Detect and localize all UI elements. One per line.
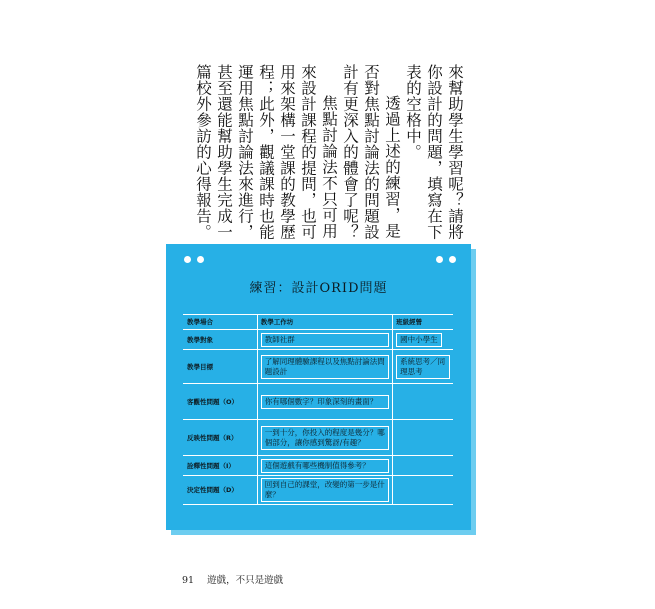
answer-box: 你有哪個數字？印象深刻的畫面？: [261, 395, 389, 409]
row-label: 教學場合: [183, 315, 257, 330]
table-row: [183, 330, 453, 350]
answer-box: 回到自己的課堂，改變的第一步是什麼？: [261, 478, 389, 502]
page-footer: [182, 572, 283, 586]
answer-box: 系統思考／同理思考: [396, 355, 450, 379]
table-row: [183, 384, 453, 420]
row-label: 反映性問題（R）: [183, 420, 257, 456]
paragraph-1: 來幫助學生學習呢？請將你設計的問題，填寫在下表的空格中。: [404, 64, 464, 240]
dot-icon: [184, 256, 191, 263]
answer-box: 了解同理體驗課程以及焦點討論法問題設計: [261, 355, 389, 379]
dot-icon: [197, 256, 204, 263]
running-title: 遊戲，不只是遊戲: [207, 575, 284, 586]
row-side: [393, 420, 453, 456]
dot-icon: [436, 256, 443, 263]
row-side: [393, 384, 453, 420]
table-row: [183, 350, 453, 384]
row-label: 客觀性問題（O）: [183, 384, 257, 420]
table-row: [183, 420, 453, 456]
row-side: [393, 456, 453, 476]
row-label: 決定性問題（D）: [183, 476, 257, 505]
row-side: 班級經營: [393, 315, 453, 330]
table-row: [183, 456, 453, 476]
dot-icon: [449, 256, 456, 263]
paragraph-2: 透過上述的練習，是否對焦點討論法的問題設計有更深入的體會了呢？: [341, 64, 401, 240]
worksheet-title: 練習：設計ORID問題: [249, 281, 388, 296]
orid-table: [183, 314, 453, 505]
row-side: [393, 476, 453, 505]
vertical-body-text: [192, 64, 465, 240]
row-label: 教學目標: [183, 350, 257, 384]
row-label: 詮釋性問題（I）: [183, 456, 257, 476]
answer-box: 教師社群: [261, 333, 389, 347]
answer-box: 國中小學生: [396, 333, 442, 347]
worksheet-card: [166, 244, 471, 530]
answer-box: 一到十分，你投入的程度是幾分？哪個部分，讓你感到驚訝/有趣？: [261, 426, 389, 450]
table-row: [183, 476, 453, 505]
paragraph-3: 焦點討論法不只可用來設計課程的提問，也可用來架構一堂課的教學歷程；此外，觀議課時也能運用焦點討論法來進行，甚至還能幫助學生完成一篇校外參訪的心得報告。: [194, 64, 338, 240]
row-label: 教學對象: [183, 330, 257, 350]
table-row: [183, 315, 453, 330]
answer-box: 這個遊戲有哪些機制值得參考？: [261, 459, 389, 473]
page-number: 91: [182, 575, 195, 586]
row-main: 教學工作坊: [257, 315, 392, 330]
